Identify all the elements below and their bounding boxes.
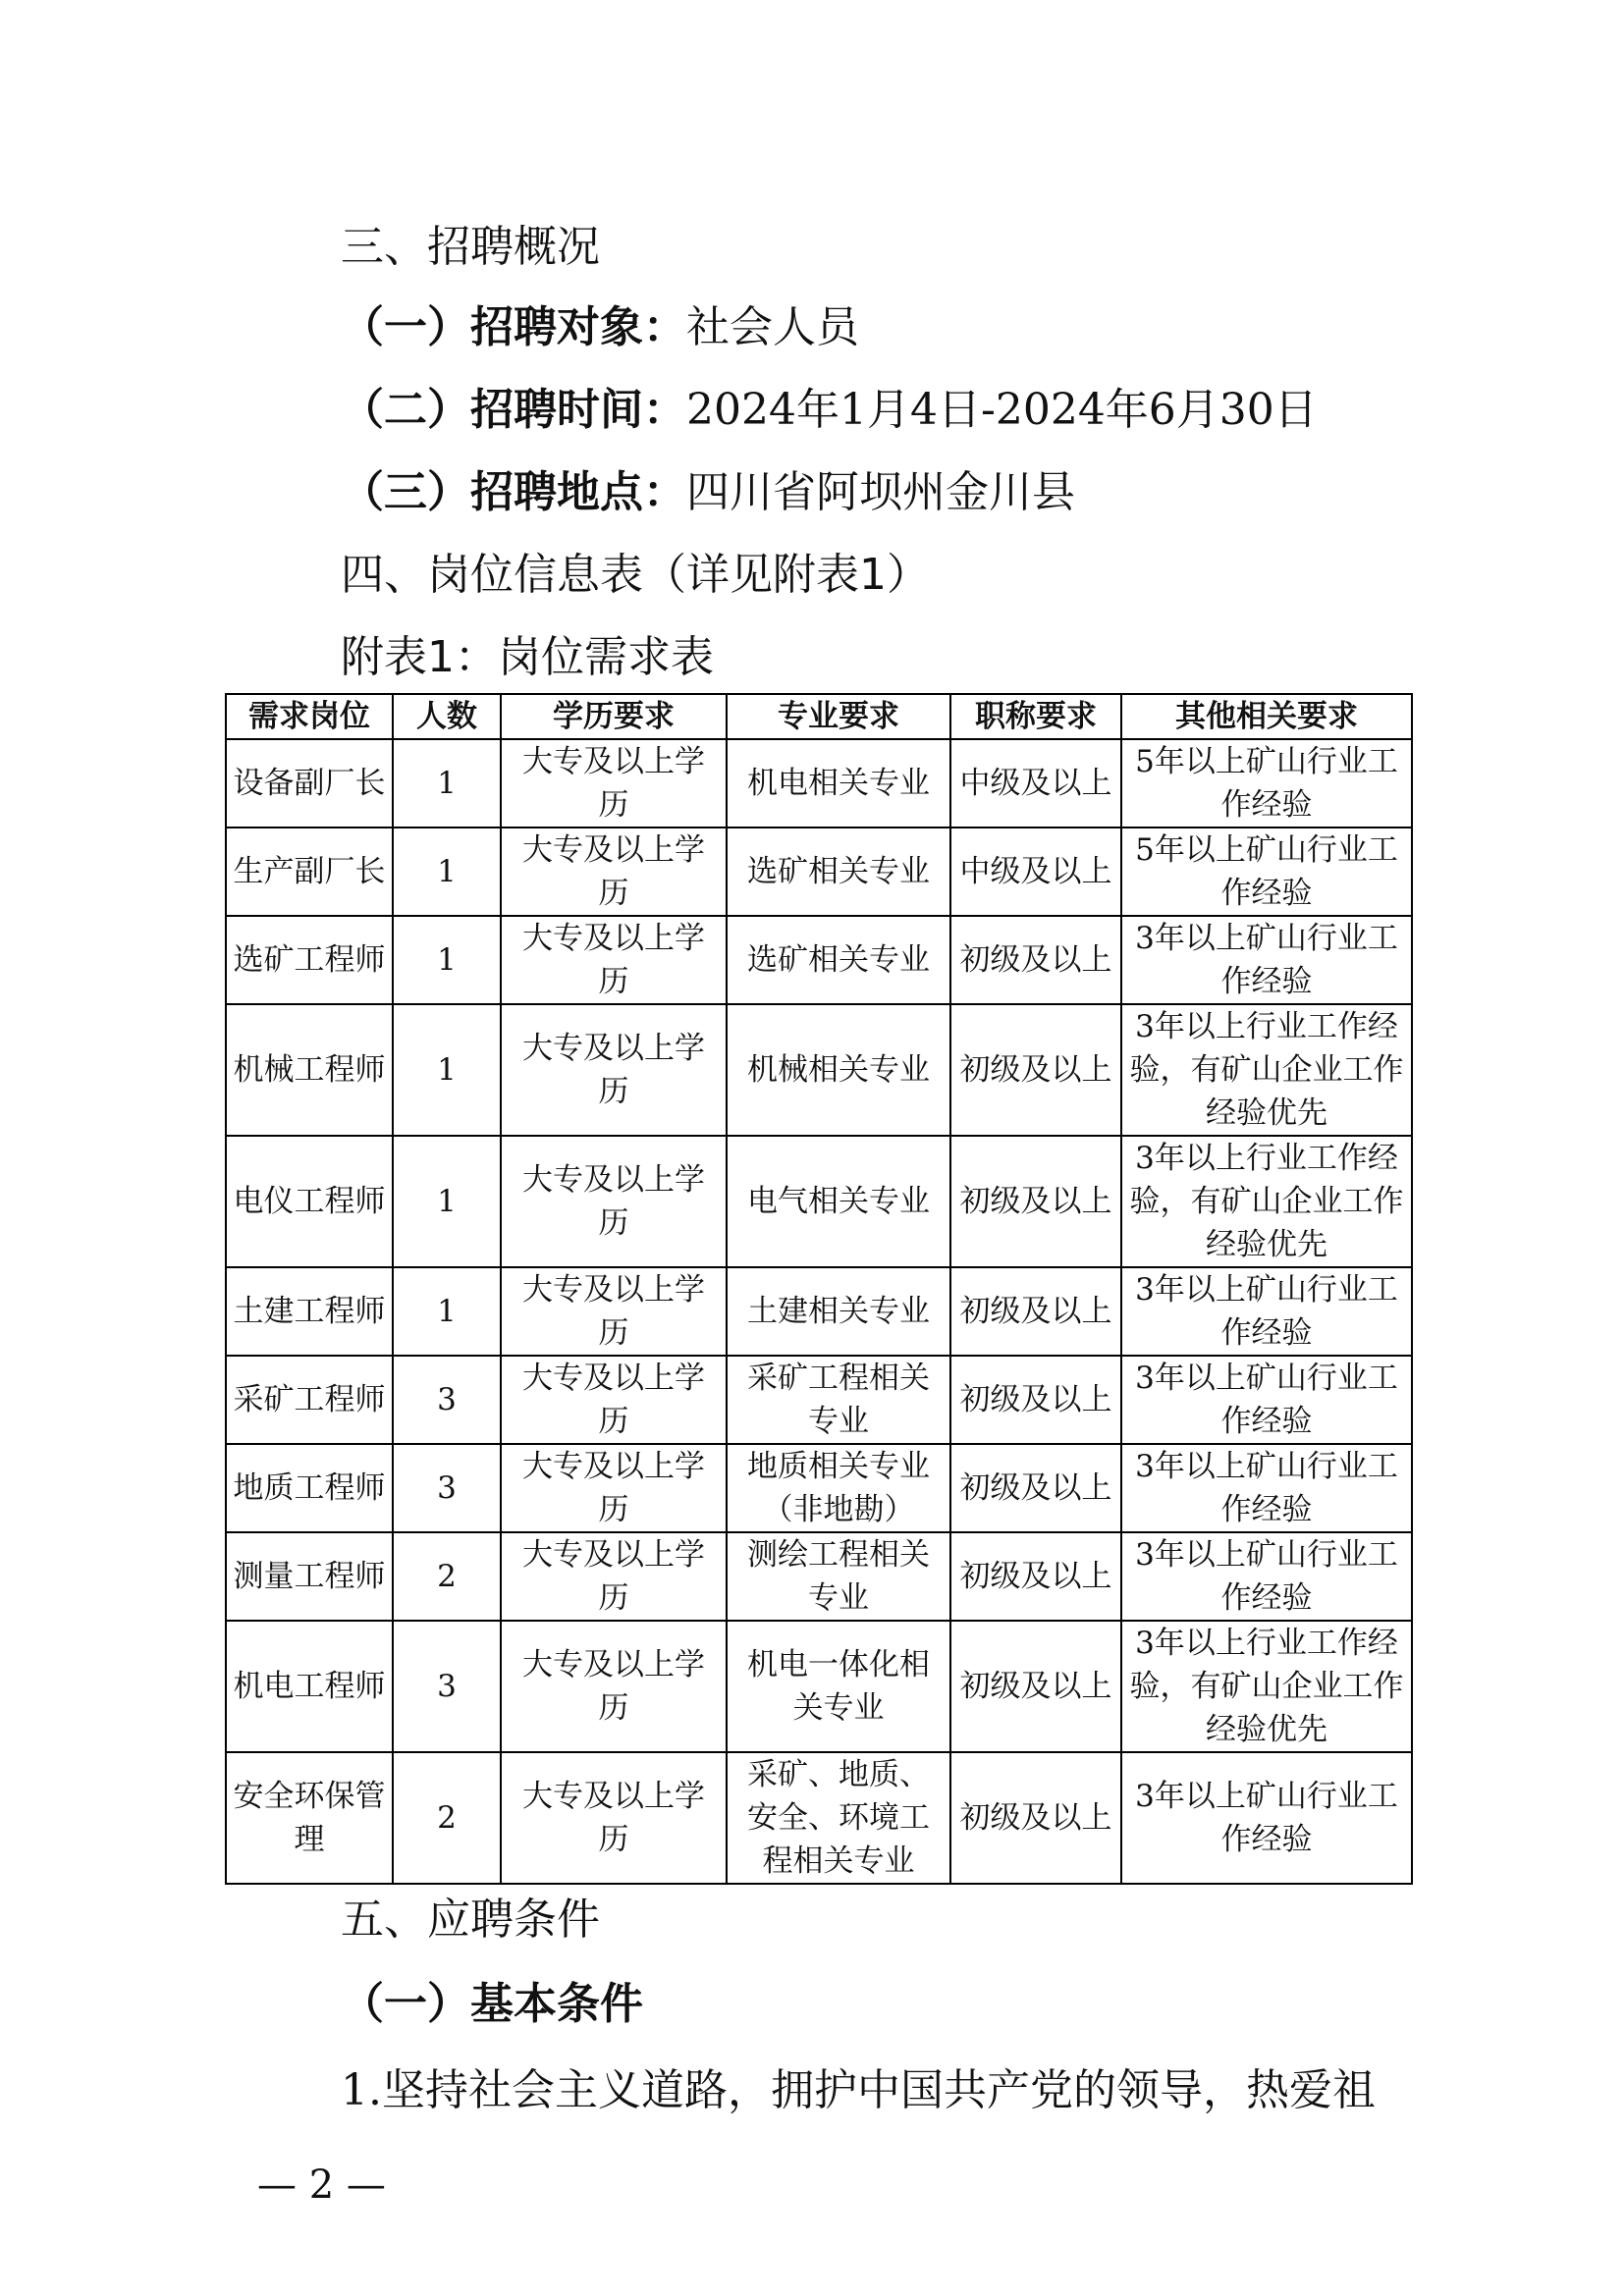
recruit-target-value: 社会人员 xyxy=(686,302,859,352)
cell-count: 1 xyxy=(393,1004,501,1136)
cell-other: 3年以上矿山行业工作经验 xyxy=(1121,1532,1412,1621)
cell-other: 3年以上矿山行业工作经验 xyxy=(1121,1356,1412,1444)
table-caption: 附表1：岗位需求表 xyxy=(341,632,714,682)
section-5-1-paragraph: 1.坚持社会主义道路，拥护中国共产党的领导，热爱祖 xyxy=(341,2065,1376,2115)
job-requirements-table xyxy=(225,693,1413,1885)
recruit-time-line xyxy=(341,381,1318,440)
cell-other: 3年以上行业工作经验，有矿山企业工作经验优先 xyxy=(1121,1136,1412,1267)
section-3-title: 三、招聘概况 xyxy=(341,222,600,272)
cell-title: 初级及以上 xyxy=(950,1444,1121,1532)
page-number: — 2 — xyxy=(257,2163,386,2208)
cell-title: 中级及以上 xyxy=(950,739,1121,828)
recruit-time-label: （二）招聘时间： xyxy=(341,385,686,435)
recruit-location-label: （三）招聘地点： xyxy=(341,467,686,517)
cell-count: 1 xyxy=(393,828,501,916)
cell-major: 机电一体化相关专业 xyxy=(727,1621,950,1752)
cell-position: 机械工程师 xyxy=(226,1004,393,1136)
cell-major: 机电相关专业 xyxy=(727,739,950,828)
table-row xyxy=(226,1532,1412,1621)
cell-title: 初级及以上 xyxy=(950,1621,1121,1752)
cell-major: 采矿、地质、安全、环境工程相关专业 xyxy=(727,1752,950,1884)
cell-position: 设备副厂长 xyxy=(226,739,393,828)
cell-education: 大专及以上学历 xyxy=(501,916,727,1004)
header-count: 人数 xyxy=(393,694,501,739)
cell-title: 初级及以上 xyxy=(950,1752,1121,1884)
cell-title: 初级及以上 xyxy=(950,1532,1121,1621)
cell-title: 中级及以上 xyxy=(950,828,1121,916)
cell-title: 初级及以上 xyxy=(950,1004,1121,1136)
cell-education: 大专及以上学历 xyxy=(501,1356,727,1444)
table-row xyxy=(226,916,1412,1004)
cell-major: 土建相关专业 xyxy=(727,1267,950,1356)
cell-education: 大专及以上学历 xyxy=(501,1444,727,1532)
recruit-target-line xyxy=(341,298,859,357)
cell-count: 3 xyxy=(393,1444,501,1532)
cell-other: 3年以上行业工作经验，有矿山企业工作经验优先 xyxy=(1121,1004,1412,1136)
cell-position: 电仪工程师 xyxy=(226,1136,393,1267)
cell-major: 选矿相关专业 xyxy=(727,828,950,916)
cell-position: 土建工程师 xyxy=(226,1267,393,1356)
cell-title: 初级及以上 xyxy=(950,916,1121,1004)
table-row xyxy=(226,1356,1412,1444)
table-row xyxy=(226,739,1412,828)
cell-education: 大专及以上学历 xyxy=(501,1267,727,1356)
header-title: 职称要求 xyxy=(950,694,1121,739)
section-5-1-title: （一）基本条件 xyxy=(341,1979,643,2029)
cell-count: 3 xyxy=(393,1621,501,1752)
cell-title: 初级及以上 xyxy=(950,1356,1121,1444)
table-row xyxy=(226,1621,1412,1752)
cell-major: 选矿相关专业 xyxy=(727,916,950,1004)
cell-position: 生产副厂长 xyxy=(226,828,393,916)
table-row xyxy=(226,1752,1412,1884)
recruit-target-label: （一）招聘对象： xyxy=(341,302,686,352)
section-5-title: 五、应聘条件 xyxy=(341,1895,600,1945)
table-header-row xyxy=(226,694,1412,739)
cell-position: 地质工程师 xyxy=(226,1444,393,1532)
cell-other: 3年以上矿山行业工作经验 xyxy=(1121,1267,1412,1356)
header-other: 其他相关要求 xyxy=(1121,694,1412,739)
cell-count: 2 xyxy=(393,1532,501,1621)
cell-position: 采矿工程师 xyxy=(226,1356,393,1444)
table-row xyxy=(226,828,1412,916)
cell-education: 大专及以上学历 xyxy=(501,1621,727,1752)
table-row xyxy=(226,1267,1412,1356)
header-education: 学历要求 xyxy=(501,694,727,739)
cell-count: 1 xyxy=(393,916,501,1004)
cell-major: 电气相关专业 xyxy=(727,1136,950,1267)
section-4-title: 四、岗位信息表（详见附表1） xyxy=(341,550,930,600)
recruit-location-value: 四川省阿坝州金川县 xyxy=(686,467,1075,517)
cell-count: 1 xyxy=(393,739,501,828)
cell-major: 测绘工程相关专业 xyxy=(727,1532,950,1621)
table-row xyxy=(226,1444,1412,1532)
cell-education: 大专及以上学历 xyxy=(501,828,727,916)
cell-other: 3年以上矿山行业工作经验 xyxy=(1121,916,1412,1004)
recruit-time-value: 2024年1月4日-2024年6月30日 xyxy=(686,385,1318,435)
cell-position: 测量工程师 xyxy=(226,1532,393,1621)
cell-major: 采矿工程相关专业 xyxy=(727,1356,950,1444)
cell-other: 5年以上矿山行业工作经验 xyxy=(1121,739,1412,828)
header-position: 需求岗位 xyxy=(226,694,393,739)
cell-count: 3 xyxy=(393,1356,501,1444)
table-row xyxy=(226,1004,1412,1136)
cell-education: 大专及以上学历 xyxy=(501,1752,727,1884)
cell-education: 大专及以上学历 xyxy=(501,1532,727,1621)
cell-title: 初级及以上 xyxy=(950,1136,1121,1267)
cell-title: 初级及以上 xyxy=(950,1267,1121,1356)
cell-position: 选矿工程师 xyxy=(226,916,393,1004)
cell-major: 机械相关专业 xyxy=(727,1004,950,1136)
cell-count: 1 xyxy=(393,1267,501,1356)
cell-position: 机电工程师 xyxy=(226,1621,393,1752)
cell-count: 2 xyxy=(393,1752,501,1884)
header-major: 专业要求 xyxy=(727,694,950,739)
cell-count: 1 xyxy=(393,1136,501,1267)
cell-other: 3年以上矿山行业工作经验 xyxy=(1121,1444,1412,1532)
recruit-location-line xyxy=(341,463,1075,522)
cell-education: 大专及以上学历 xyxy=(501,1136,727,1267)
cell-major: 地质相关专业（非地勘） xyxy=(727,1444,950,1532)
cell-education: 大专及以上学历 xyxy=(501,739,727,828)
table-row xyxy=(226,1136,1412,1267)
cell-other: 3年以上行业工作经验，有矿山企业工作经验优先 xyxy=(1121,1621,1412,1752)
cell-other: 5年以上矿山行业工作经验 xyxy=(1121,828,1412,916)
cell-other: 3年以上矿山行业工作经验 xyxy=(1121,1752,1412,1884)
cell-education: 大专及以上学历 xyxy=(501,1004,727,1136)
cell-position: 安全环保管理 xyxy=(226,1752,393,1884)
